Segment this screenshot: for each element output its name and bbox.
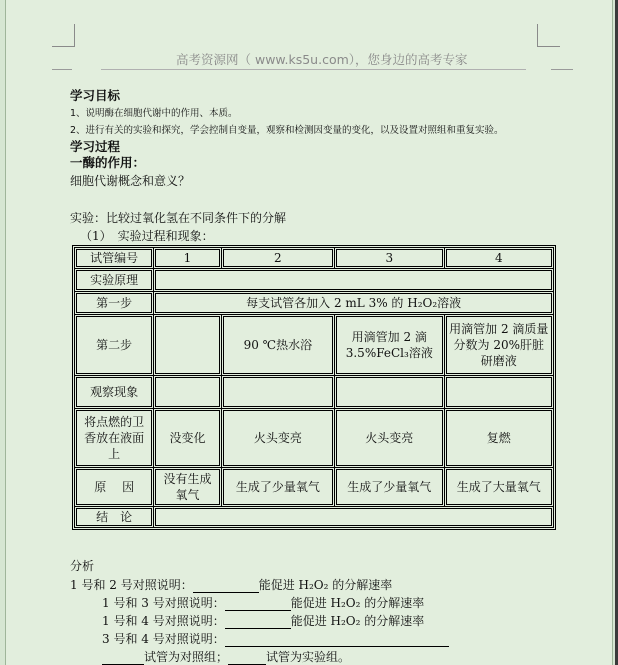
table-cell [155,270,552,290]
table-cell [223,377,333,407]
analysis-text: 试管为实验组。 [266,650,351,664]
header-cell: 3 [336,249,442,267]
table-row [76,469,552,505]
table-cell: 火头变亮 [336,410,442,466]
table-cell [155,377,219,407]
table-cell: 每支试管各加入 2 mL 3% 的 H₂O₂溶液 [155,293,552,313]
table-row [76,293,552,313]
table-cell: 90 ℃热水浴 [223,316,333,374]
row-label: 第一步 [76,293,152,313]
analysis-line-4 [102,631,449,647]
analysis-prefix: 1 号和 3 号对照说明： [102,596,225,610]
analysis-line-3 [102,613,424,629]
analysis-line-1 [70,577,392,593]
question-text: 细胞代谢概念和意义？ [70,174,191,188]
table-cell: 生成了少量氧气 [336,469,442,505]
table-cell: 生成了少量氧气 [223,469,333,505]
header-rule [52,69,72,70]
answer-blank[interactable] [102,652,144,665]
table-cell [155,508,552,526]
goal-item-1: 1、说明酶在细胞代谢中的作用、本质。 [70,108,238,119]
table-row [76,410,552,466]
analysis-suffix: 能促进 H₂O₂ 的分解速率 [290,596,425,610]
crop-mark [537,24,560,47]
answer-blank[interactable] [225,616,291,629]
table-cell [446,377,552,407]
analysis-suffix: 能促进 H₂O₂ 的分解速率 [290,614,425,628]
table-row [76,508,552,526]
table-cell: 用滴管加 2 滴质量分数为 20%肝脏研磨液 [446,316,552,374]
row-label: 实验原理 [76,270,152,290]
header-cell: 2 [223,249,333,267]
analysis-line-2 [102,595,424,611]
row-label: 观察现象 [76,377,152,407]
analysis-suffix: 能促进 H₂O₂ 的分解速率 [258,578,393,592]
table-cell [155,316,219,374]
answer-blank[interactable] [225,598,291,611]
answer-blank[interactable] [228,652,266,665]
section-title: 一酶的作用： [70,155,146,170]
header-rule [101,69,526,70]
crop-mark [52,24,75,47]
analysis-prefix: 1 号和 4 号对照说明： [102,614,225,628]
row-label: 第二步 [76,316,152,374]
analysis-title: 分析 [70,559,95,573]
subsection-title: （1） 实验过程和现象： [80,229,214,243]
table-cell: 生成了大量氧气 [446,469,552,505]
table-row [76,316,552,374]
table-cell: 火头变亮 [223,410,333,466]
table-cell: 用滴管加 2 滴 3.5%FeCl₃溶液 [336,316,442,374]
row-label: 结 论 [76,508,152,526]
answer-blank[interactable] [225,634,449,647]
page-header: 高考资源网（ www.ks5u.com），您身边的高考专家 [176,52,468,67]
row-label: 原 因 [76,469,152,505]
analysis-prefix: 1 号和 2 号对照说明： [70,578,193,592]
header-cell: 1 [155,249,219,267]
table-cell: 没变化 [155,410,219,466]
experiment-table [72,245,556,530]
analysis-prefix: 3 号和 4 号对照说明： [102,632,225,646]
goals-title: 学习目标 [70,88,121,103]
process-title: 学习过程 [70,139,121,154]
header-cell: 4 [446,249,552,267]
table-cell: 复燃 [446,410,552,466]
row-label: 将点燃的卫香放在液面上 [76,410,152,466]
table-cell: 没有生成氧气 [155,469,219,505]
table-row [76,377,552,407]
table-row [76,249,552,267]
header-cell: 试管编号 [76,249,152,267]
header-rule [551,69,573,70]
goal-item-2: 2、进行有关的实验和探究，学会控制自变量，观察和检测因变量的变化，以及设置对照组和重复实验。 [70,125,504,136]
analysis-text: 试管为对照组； [144,650,229,664]
analysis-line-5 [102,649,350,665]
table-cell [336,377,442,407]
experiment-title: 实验：比较过氧化氢在不同条件下的分解 [70,211,287,225]
document-page [5,0,613,665]
table-row [76,270,552,290]
answer-blank[interactable] [193,580,259,593]
